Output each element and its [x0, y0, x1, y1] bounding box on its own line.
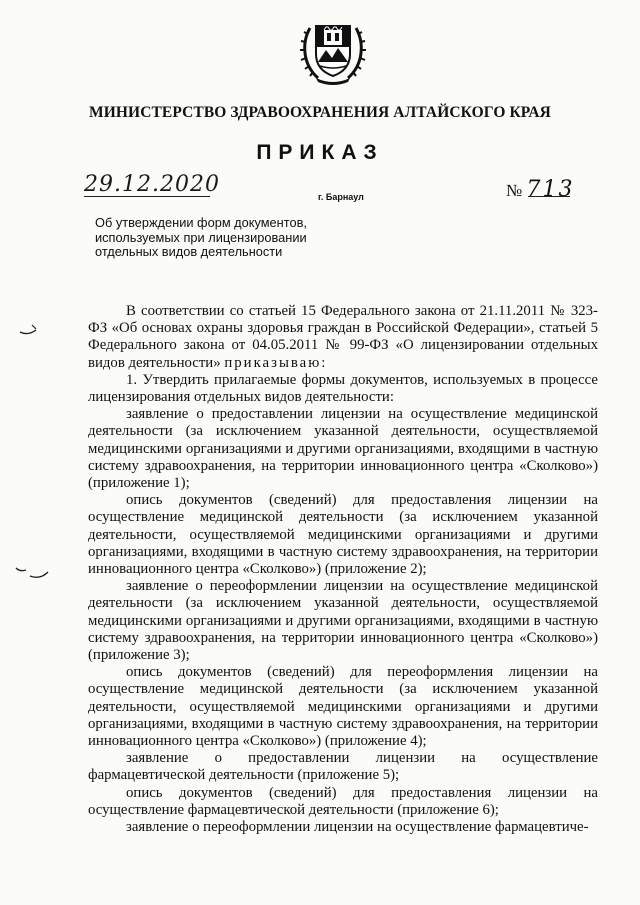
date-underline: [84, 196, 210, 197]
form-item-1: заявление о предоставлении лицензии на осуществление медицинской деятельности (за исключением указанной деятельности, осуществляемой медицинскими организациями и другими организациями, входящими в частную систему здравоохранения, на территории инновационного центра «Сколково») (приложение 1);: [88, 406, 598, 492]
coat-of-arms-icon: [298, 18, 368, 86]
number-underline: [528, 196, 570, 197]
form-item-7: заявление о переоформлении лицензии на осуществление фармацевтиче-: [126, 819, 589, 836]
form-item-4: опись документов (сведений) для переоформления лицензии на осуществление медицинской деятельности (за исключением указанной деятельности, осуществляемой медицинскими организациями и другими организациями, входящими в частную систему здравоохранения, на территории инновационного центра «Сколково») (приложение 4);: [88, 664, 598, 750]
form-item-6: опись документов (сведений) для предоставления лицензии на осуществление фармацевтической деятельности (приложение 6);: [88, 784, 598, 818]
form-item-5: заявление о предоставлении лицензии на осуществление фармацевтической деятельности (приложение 5);: [88, 750, 598, 784]
order-subject: Об утверждении форм документов, используемых при лицензировании отдельных видов деятельности: [95, 215, 307, 259]
order-city: г. Барнаул: [318, 192, 364, 202]
preamble-paragraph: [88, 303, 598, 372]
number-value: 713: [526, 177, 575, 202]
number-prefix: №: [506, 181, 523, 200]
document-title: ПРИКАЗ: [256, 141, 384, 164]
order-number: [506, 177, 574, 202]
ministry-name: МИНИСТЕРСТВО ЗДРАВООХРАНЕНИЯ АЛТАЙСКОГО КРАЯ: [89, 104, 551, 121]
preamble-text: В соответствии со статьей 15 Федерального закона от 21.11.2011 № 323-ФЗ «Об основах охраны здоровья граждан в Российской Федерации», статьей 5 Федерального закона от 04.05.2011 № 99-ФЗ «О лицензировании отдельных видов деятельности»: [88, 303, 598, 371]
margin-mark-icon: [18, 322, 40, 338]
item-1: 1. Утвердить прилагаемые формы документов, используемых в процессе лицензирования отдельных видов деятельности:: [88, 371, 598, 406]
order-date: 29.12.2020: [84, 172, 220, 197]
margin-mark-icon: [14, 562, 50, 582]
order-word: приказываю:: [224, 354, 328, 371]
order-body: [88, 303, 598, 836]
form-item-3: заявление о переоформлении лицензии на осуществление медицинской деятельности (за исключением указанной деятельности, осуществляемой медицинскими организациями и другими организациями, входящими в частную систему здравоохранения, на территории инновационного центра «Сколково») (приложение 3);: [88, 578, 598, 664]
form-item-2: опись документов (сведений) для предоставления лицензии на осуществление медицинской деятельности (за исключением указанной деятельности, осуществляемой медицинскими организациями и другими организациями, входящими в частную систему здравоохранения, на территории инновационного центра «Сколково») (приложение 2);: [88, 492, 598, 578]
